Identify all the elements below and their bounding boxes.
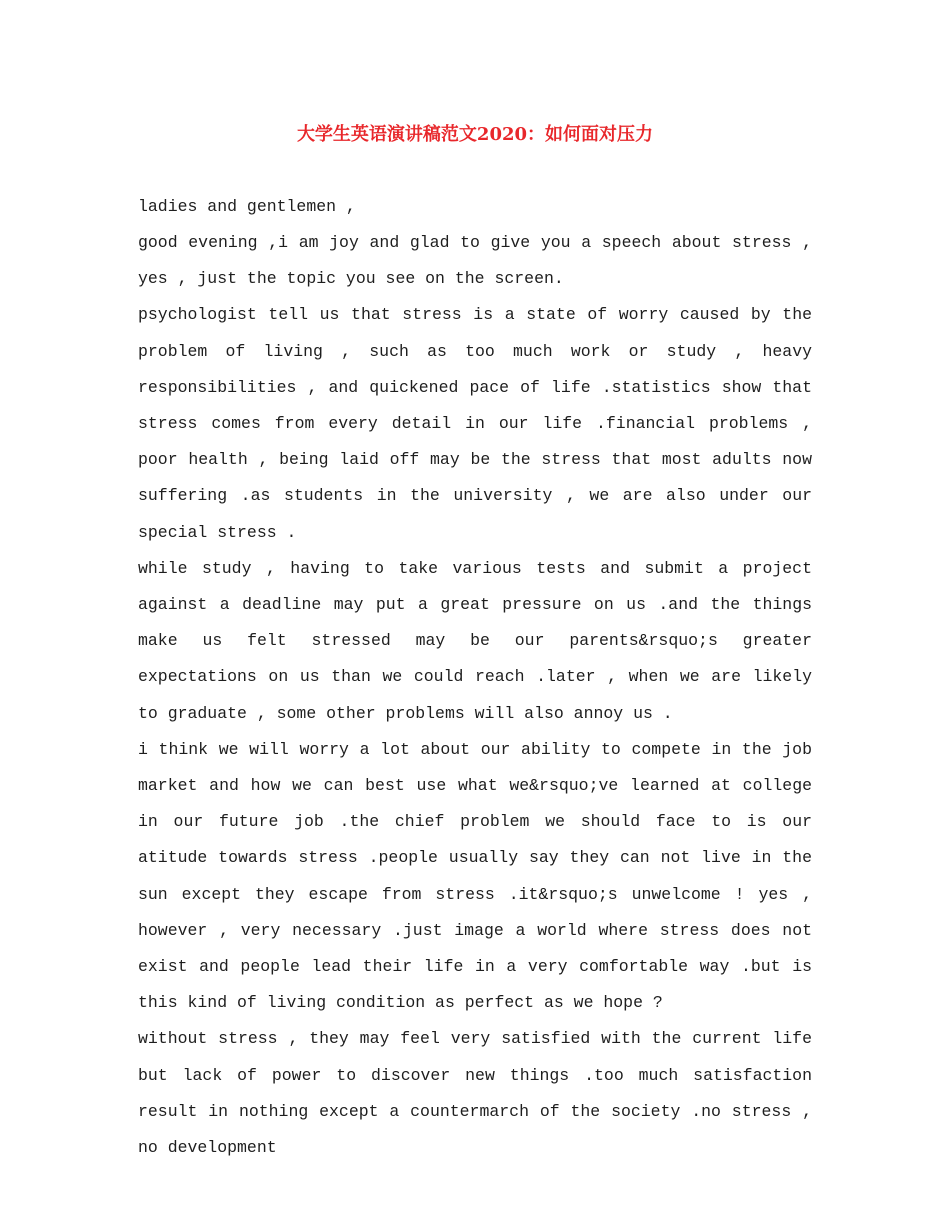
document-body	[138, 192, 812, 1166]
paragraph-attitude: i think we will worry a lot about our ability to compete in the job market and how we can best use what we&rsquo;ve learned at college in our future job .the chief problem we should face to is our atitude towards stress .people usually say they can not live in the sun except they escape from stress .it&rsquo;s unwelcome ! yes , however , very necessary .just image a world where stress does not exist and people lead their life in a very comfortable way .but is this kind of living condition as perfect as we hope ?	[138, 739, 812, 1013]
paragraph-greeting: ladies and gentlemen ,	[138, 197, 356, 216]
paragraph-student-stress: while study , having to take various tests and submit a project against a deadline may put a great pressure on us .and the things make us felt stressed may be our parents&rsquo;s greater expectations on us than we could reach .later , when we are likely to graduate , some other problems will also annoy us .	[138, 558, 812, 723]
paragraph-psychologist: psychologist tell us that stress is a state of worry caused by the problem of living , such as too much work or study , heavy responsibilities , and quickened pace of life .statistics show that stress comes from every detail in our life .financial problems , poor health , being laid off may be the stress that most adults now suffering .as students in the university , we are also under our special stress .	[138, 305, 812, 542]
paragraph-intro: good evening ,i am joy and glad to give you a speech about stress , yes , just the topic you see on the screen.	[138, 233, 812, 289]
document-title: 大学生英语演讲稿范文2020：如何面对压力	[296, 124, 654, 145]
paragraph-without-stress: without stress , they may feel very satisfied with the current life but lack of power to discover new things .too much satisfaction result in nothing except a countermarch of the society .no stress , no development	[138, 1029, 812, 1158]
